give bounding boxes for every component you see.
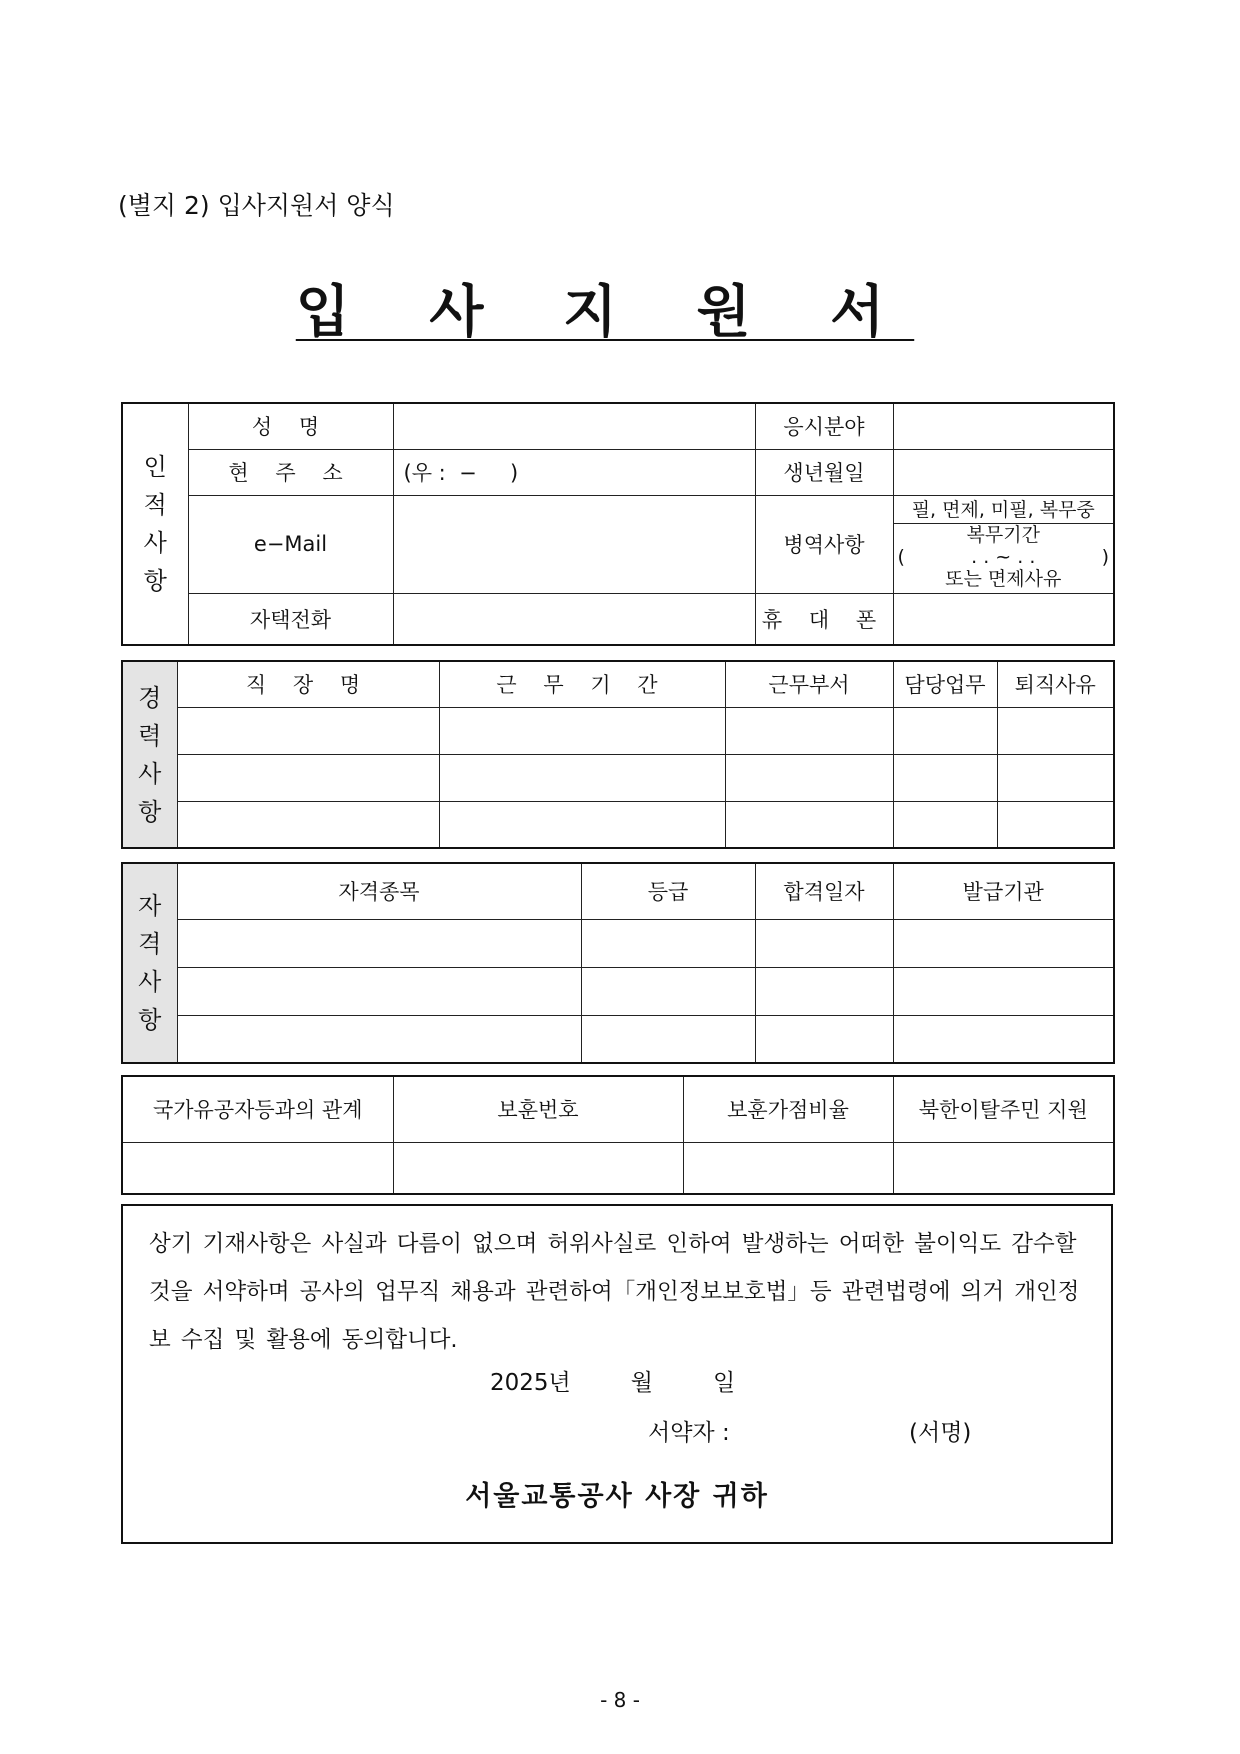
- veteran-cell[interactable]: [683, 1142, 893, 1194]
- pledge-text: 상기 기재사항은 사실과 다름이 없으며 허위사실로 인하여 발생하는 어떠한 불이익도 감수할 것을 서약하며 공사의 업무직 채용과 관련하여「개인정보보호법」등 관련법령에 의거 개인정보 수집 및 활용에 동의합니다.: [149, 1231, 1080, 1353]
- birth-field[interactable]: [893, 449, 1114, 495]
- qual-cell[interactable]: [177, 1015, 581, 1063]
- mobile-label: 휴 대 폰: [755, 593, 893, 645]
- career-cell[interactable]: [177, 707, 439, 754]
- military-label: 병역사항: [755, 495, 893, 593]
- qual-cell[interactable]: [893, 919, 1114, 967]
- career-section-label: 경 력 사 항: [122, 661, 177, 848]
- signature-field[interactable]: (서명): [909, 1420, 972, 1446]
- qual-header-issuer: 발급기관: [893, 863, 1114, 919]
- pledge-date: [490, 1364, 795, 1397]
- table-row: [122, 1142, 1114, 1194]
- address-label: 현 주 소: [188, 449, 393, 495]
- date-month: 월: [630, 1370, 653, 1396]
- career-cell[interactable]: [725, 754, 893, 801]
- form-title-text: 입 사 지 원 서: [295, 279, 915, 345]
- field-label: 응시분야: [755, 403, 893, 449]
- veteran-cell[interactable]: [393, 1142, 683, 1194]
- personal-section-label: 인 적 사 항: [122, 403, 188, 645]
- qual-cell[interactable]: [755, 967, 893, 1015]
- name-field[interactable]: [393, 403, 755, 449]
- veteran-cell[interactable]: [893, 1142, 1114, 1194]
- form-header: (별지 2) 입사지원서 양식: [118, 191, 395, 220]
- addressee: 서울교통공사 사장 귀하: [465, 1481, 769, 1512]
- career-cell[interactable]: [893, 707, 997, 754]
- qual-cell[interactable]: [893, 967, 1114, 1015]
- veteran-cell[interactable]: [122, 1142, 393, 1194]
- career-header-duty: 담당업무: [893, 661, 997, 707]
- qual-cell[interactable]: [581, 1015, 755, 1063]
- career-cell[interactable]: [997, 801, 1114, 848]
- qual-cell[interactable]: [755, 1015, 893, 1063]
- birth-label: 생년월일: [755, 449, 893, 495]
- table-row: [122, 754, 1114, 801]
- phone-label: 자택전화: [188, 593, 393, 645]
- military-exempt: 또는 면제사유: [945, 567, 1062, 590]
- military-options: 필, 면제, 미필, 복무중: [894, 499, 1114, 524]
- paren-close: ): [1101, 545, 1109, 568]
- table-row: [122, 801, 1114, 848]
- personal-info-table: [121, 402, 1115, 646]
- pledge-box: [121, 1204, 1113, 1544]
- paren-open: (: [897, 545, 905, 568]
- qual-cell[interactable]: [177, 967, 581, 1015]
- date-day: 일: [712, 1370, 736, 1396]
- military-field[interactable]: [893, 495, 1114, 593]
- address-field[interactable]: (우 : − ): [393, 449, 755, 495]
- career-cell[interactable]: [893, 754, 997, 801]
- career-header-period: 근 무 기 간: [439, 661, 725, 707]
- table-row: [122, 1015, 1114, 1063]
- qual-header-item: 자격종목: [177, 863, 581, 919]
- qualification-table: [121, 862, 1115, 1064]
- table-row: [122, 967, 1114, 1015]
- email-label: e−Mail: [188, 495, 393, 593]
- date-year: 2025년: [490, 1370, 571, 1396]
- career-cell[interactable]: [177, 801, 439, 848]
- career-header-company: 직 장 명: [177, 661, 439, 707]
- veteran-header-number: 보훈번호: [393, 1076, 683, 1142]
- career-header-dept: 근무부서: [725, 661, 893, 707]
- qual-header-date: 합격일자: [755, 863, 893, 919]
- career-cell[interactable]: [439, 707, 725, 754]
- name-label: 성 명: [188, 403, 393, 449]
- career-table: [121, 660, 1115, 849]
- qual-cell[interactable]: [177, 919, 581, 967]
- veteran-table: [121, 1075, 1115, 1195]
- career-cell[interactable]: [893, 801, 997, 848]
- career-cell[interactable]: [997, 707, 1114, 754]
- email-field[interactable]: [393, 495, 755, 593]
- form-title: [0, 268, 1210, 348]
- qualification-section-label: 자 격 사 항: [122, 863, 177, 1063]
- military-period: 복무기간: [966, 523, 1040, 546]
- veteran-header-ratio: 보훈가점비율: [683, 1076, 893, 1142]
- qual-cell[interactable]: [893, 1015, 1114, 1063]
- career-cell[interactable]: [725, 801, 893, 848]
- qual-cell[interactable]: [581, 919, 755, 967]
- field-input[interactable]: [893, 403, 1114, 449]
- mobile-field[interactable]: [893, 593, 1114, 645]
- signer-label: 서약자 :: [648, 1420, 730, 1446]
- page-number: - 8 -: [600, 1688, 640, 1712]
- military-range: . . ~ . .: [971, 545, 1036, 568]
- qual-cell[interactable]: [755, 919, 893, 967]
- career-header-reason: 퇴직사유: [997, 661, 1114, 707]
- career-cell[interactable]: [725, 707, 893, 754]
- phone-field[interactable]: [393, 593, 755, 645]
- veteran-header-relation: 국가유공자등과의 관계: [122, 1076, 393, 1142]
- career-cell[interactable]: [177, 754, 439, 801]
- career-cell[interactable]: [439, 801, 725, 848]
- qual-header-grade: 등급: [581, 863, 755, 919]
- career-cell[interactable]: [997, 754, 1114, 801]
- career-cell[interactable]: [439, 754, 725, 801]
- table-row: [122, 919, 1114, 967]
- qual-cell[interactable]: [581, 967, 755, 1015]
- table-row: [122, 707, 1114, 754]
- veteran-header-defector: 북한이탈주민 지원: [893, 1076, 1114, 1142]
